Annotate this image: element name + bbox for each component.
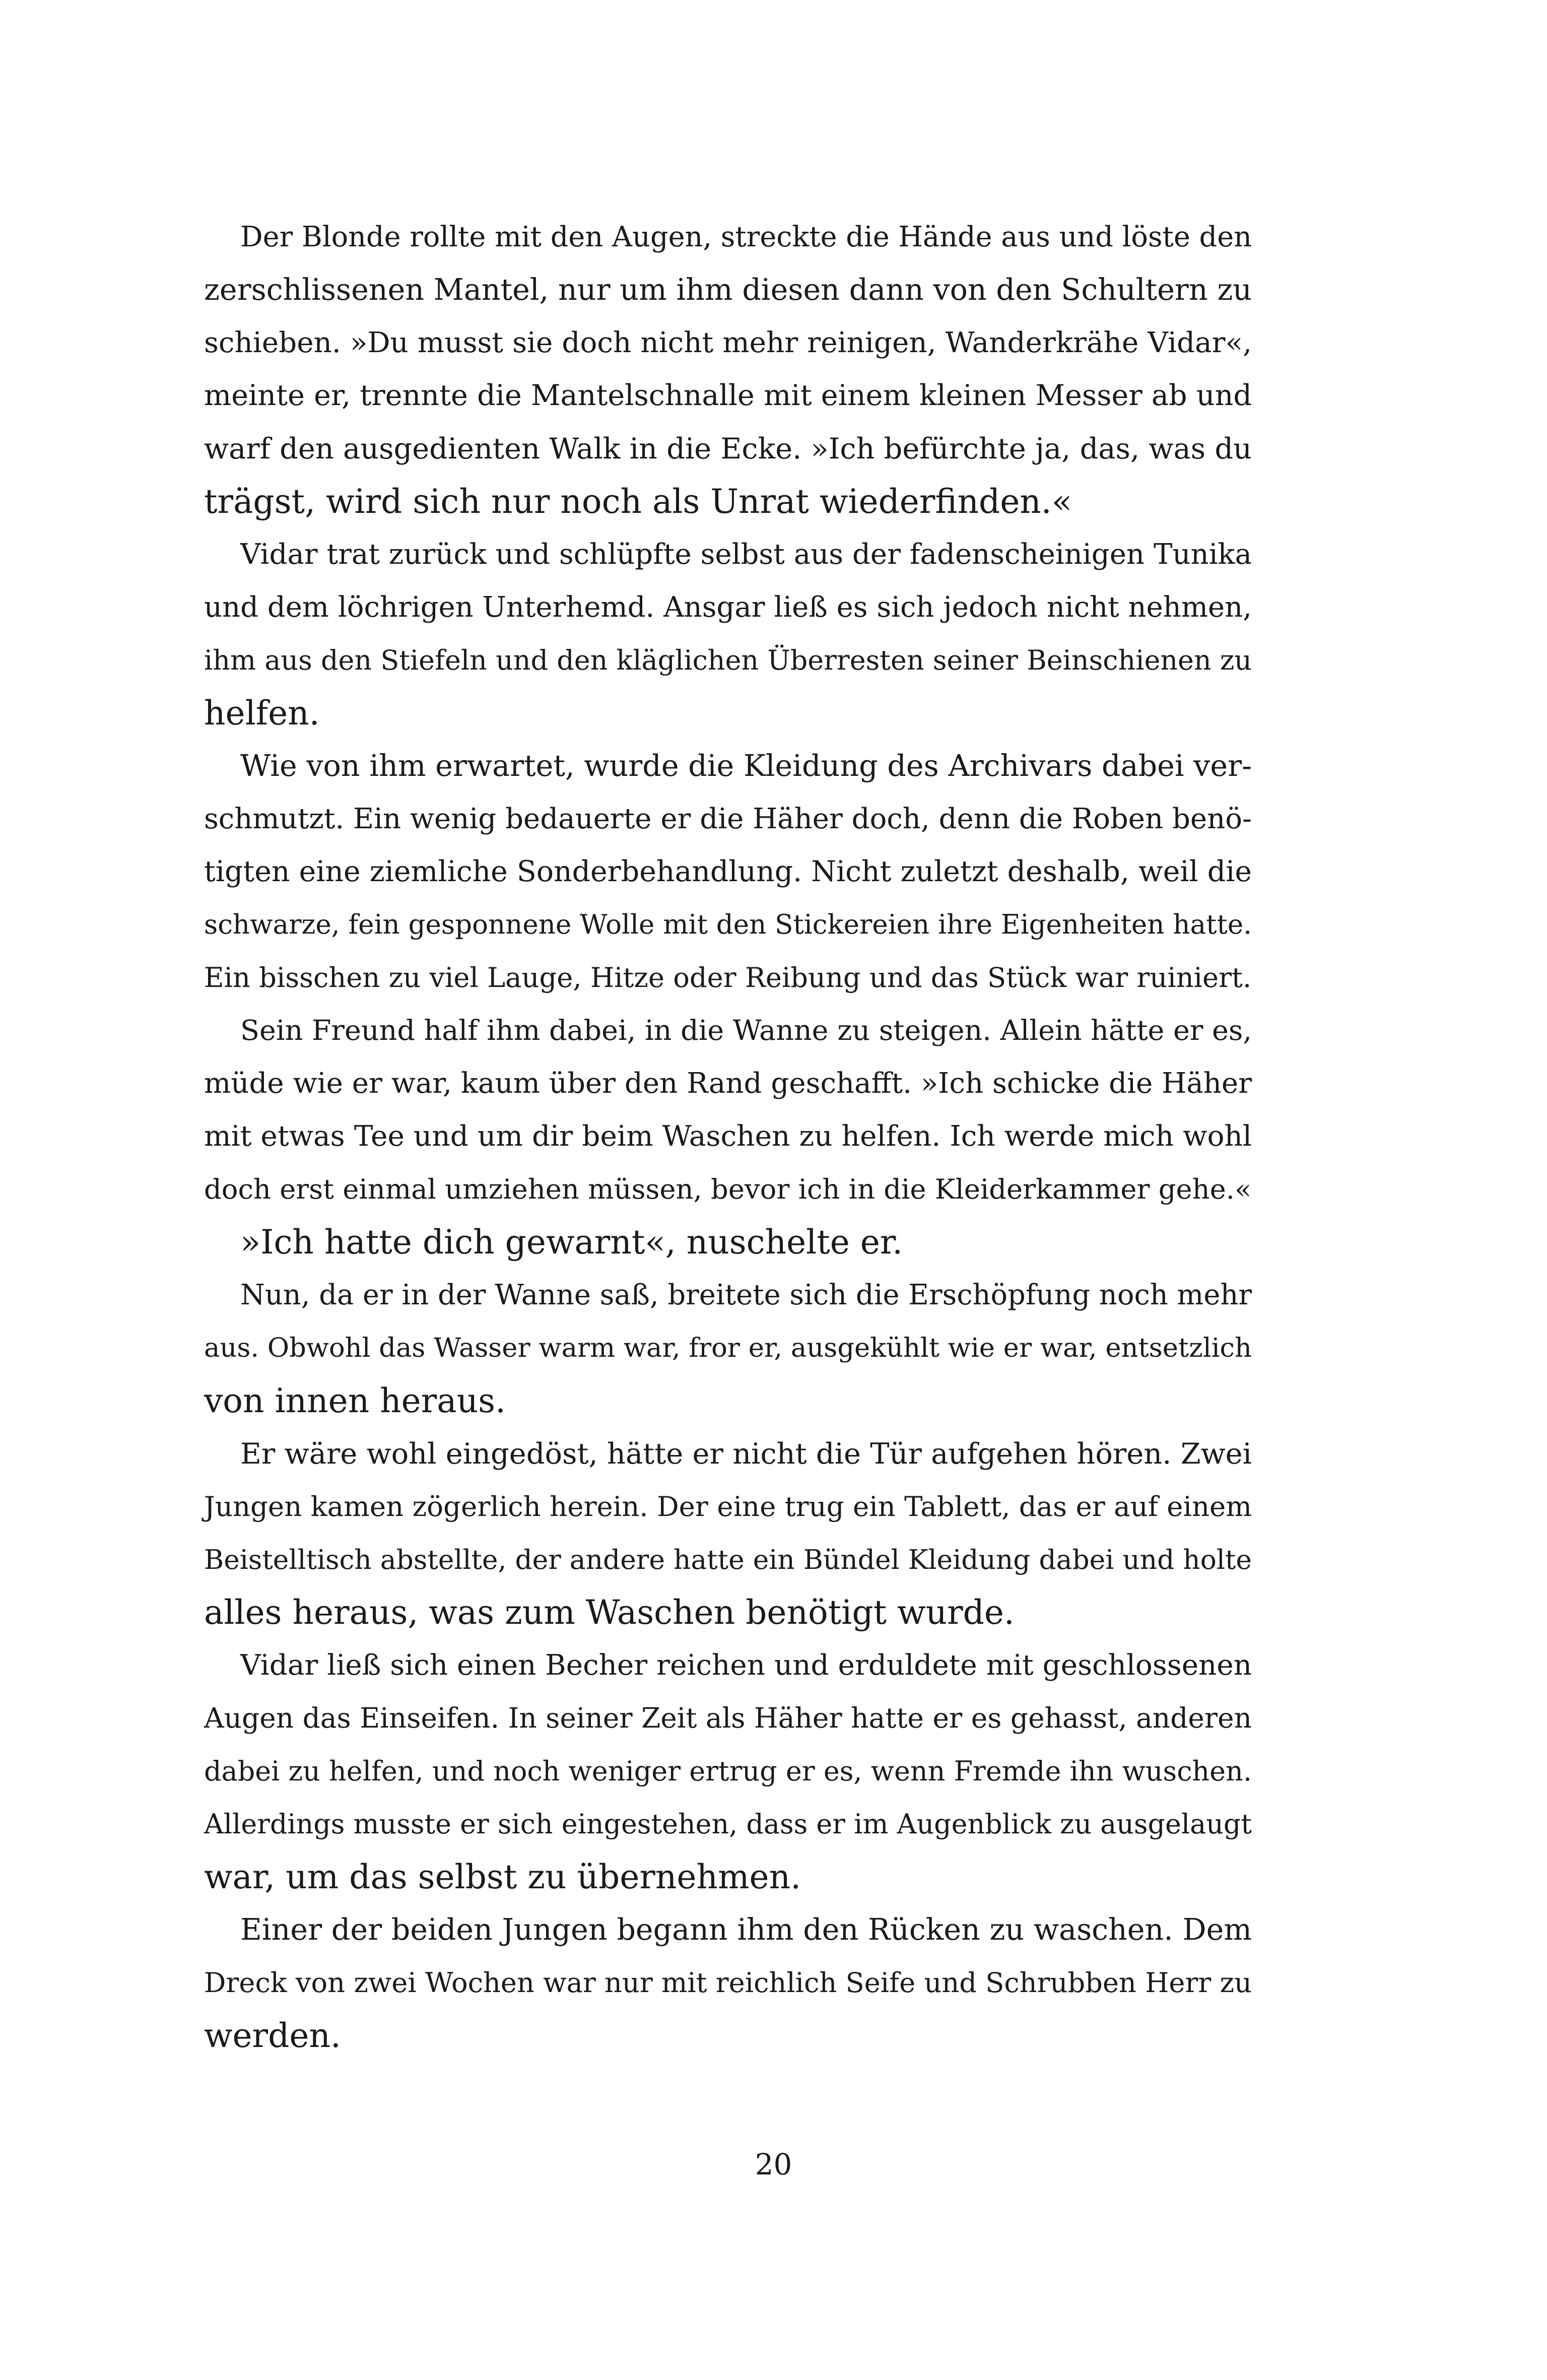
text-line: Vidar ließ sich einen Becher reichen und erduldete mit geschlossenen — [240, 1649, 1252, 1682]
text-line: schieben. »Du musst sie doch nicht mehr reinigen, Wanderkrähe Vidar«, — [204, 326, 1252, 359]
paragraph — [204, 1639, 1252, 1903]
body-text — [204, 211, 1252, 2062]
text-line: Nun, da er in der Wanne saß, breitete sich die Erschöpfung noch mehr — [240, 1279, 1252, 1311]
text-line: Sein Freund half ihm dabei, in die Wanne zu steigen. Allein hätte er es, — [240, 1014, 1252, 1047]
paragraph — [204, 1216, 1252, 1269]
text-line: meinte er, trennte die Mantelschnalle mit einem kleinen Messer ab und — [204, 379, 1252, 412]
text-line: mit etwas Tee und um dir beim Waschen zu helfen. Ich werde mich wohl — [204, 1120, 1252, 1153]
text-line: tigten eine ziemliche Sonderbehandlung. Nicht zuletzt deshalb, weil die — [204, 855, 1252, 888]
text-line: Dreck von zwei Wochen war nur mit reichlich Seife und Schrubben Herr zu — [204, 1967, 1252, 1999]
text-line: und dem löchrigen Unterhemd. Ansgar ließ es sich jedoch nicht nehmen, — [204, 591, 1252, 624]
text-line: helfen. — [204, 694, 320, 733]
text-line: Augen das Einseifen. In seiner Zeit als Häher hatte er es gehasst, anderen — [204, 1702, 1252, 1734]
text-line: Allerdings musste er sich eingestehen, dass er im Augenblick zu ausgelaugt — [204, 1808, 1252, 1840]
paragraph — [204, 1427, 1252, 1639]
paragraph — [204, 1004, 1252, 1216]
paragraph — [204, 211, 1252, 528]
text-line: schmutzt. Ein wenig bedauerte er die Häher doch, denn die Roben benö- — [204, 803, 1252, 835]
text-line: Jungen kamen zögerlich herein. Der eine trug ein Tablett, das er auf einem — [204, 1490, 1252, 1523]
text-line: Wie von ihm erwartet, wurde die Kleidung des Archivars dabei ver- — [240, 749, 1252, 783]
page-number: 20 — [755, 2147, 792, 2181]
text-line: dabei zu helfen, und noch weniger ertrug er es, wenn Fremde ihn wuschen. — [204, 1755, 1252, 1787]
text-line: war, um das selbst zu übernehmen. — [204, 1858, 801, 1896]
text-line: Der Blonde rollte mit den Augen, streckte die Hände aus und löste den — [240, 221, 1252, 253]
paragraph — [204, 1903, 1252, 2062]
text-line: »Ich hatte dich gewarnt«, nuschelte er. — [240, 1223, 903, 1262]
paragraph — [204, 528, 1252, 740]
text-line: müde wie er war, kaum über den Rand geschafft. »Ich schicke die Häher — [204, 1067, 1252, 1100]
text-line: Er wäre wohl eingedöst, hätte er nicht die Tür aufgehen hören. Zwei — [240, 1437, 1252, 1471]
text-line: zerschlissenen Mantel, nur um ihm diesen dann von den Schultern zu — [204, 273, 1252, 307]
text-line: von innen heraus. — [204, 1381, 506, 1420]
text-line: doch erst einmal umziehen müssen, bevor ich in die Kleiderkammer gehe.« — [204, 1173, 1252, 1205]
text-line: Ein bisschen zu viel Lauge, Hitze oder Reibung und das Stück war ruiniert. — [204, 962, 1252, 994]
text-line: alles heraus, was zum Waschen benötigt wurde. — [204, 1593, 1015, 1632]
text-line: schwarze, fein gesponnene Wolle mit den Stickereien ihre Eigenheiten hatte. — [204, 909, 1252, 940]
text-line: Einer der beiden Jungen begann ihm den Rücken zu waschen. Dem — [240, 1912, 1252, 1947]
text-line: werden. — [204, 2016, 341, 2055]
text-line: aus. Obwohl das Wasser warm war, fror er, ausgekühlt wie er war, entsetzlich — [204, 1333, 1252, 1363]
text-line: ihm aus den Stiefeln und den kläglichen Überresten seiner Beinschienen zu — [204, 644, 1252, 676]
paragraph — [204, 740, 1252, 1004]
paragraph — [204, 1269, 1252, 1427]
text-line: warf den ausgedienten Walk in die Ecke. »Ich befürchte ja, das, was du — [204, 432, 1252, 466]
text-line: Beistelltisch abstellte, der andere hatte ein Bündel Kleidung dabei und holte — [204, 1544, 1252, 1575]
text-line: Vidar trat zurück und schlüpfte selbst aus der fadenscheinigen Tunika — [240, 538, 1252, 571]
text-line: trägst, wird sich nur noch als Unrat wiederfinden.« — [204, 482, 1072, 521]
